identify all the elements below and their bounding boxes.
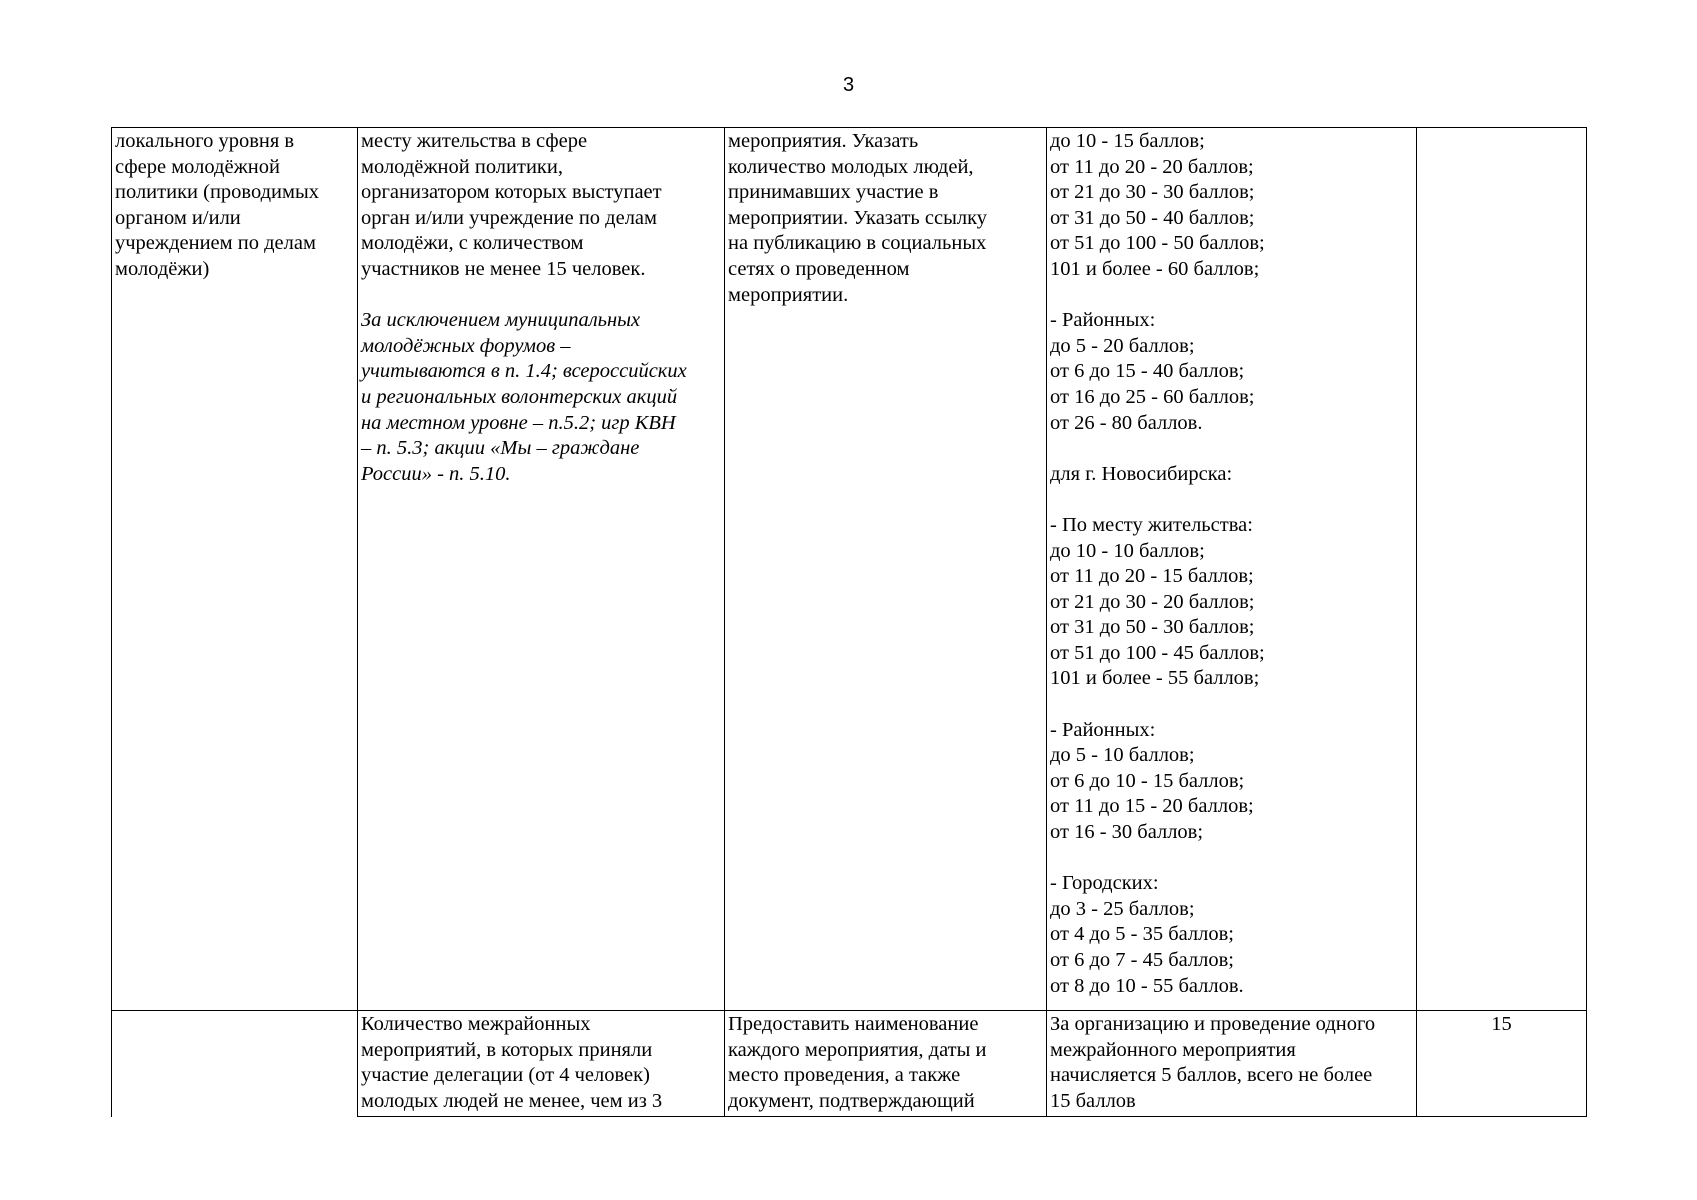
text-line: месту жительства в сфере	[361, 130, 588, 152]
text-line: от 21 до 30 - 20 баллов;	[1050, 590, 1255, 613]
text-line: количество молодых людей,	[728, 155, 974, 178]
indicator-cell	[358, 1011, 725, 1117]
text-line: до 10 - 10 баллов;	[1050, 539, 1205, 562]
max-score: 15	[1491, 1013, 1512, 1035]
text-line: – п. 5.3; акции «Мы – граждане	[361, 437, 640, 460]
max-score-cell	[1417, 1011, 1587, 1117]
requirement-cell	[725, 128, 1047, 1011]
text-line: локального уровня в	[115, 130, 295, 152]
text-line: от 11 до 15 - 20 баллов;	[1050, 795, 1254, 818]
text-line: молодых людей не менее, чем из 3	[361, 1089, 663, 1112]
scoring-text	[1050, 1012, 1413, 1114]
text-line: межрайонного мероприятия	[1050, 1038, 1296, 1061]
text-line: За организацию и проведение одного	[1050, 1013, 1376, 1035]
text-line: мероприятии. Указать ссылку	[728, 206, 988, 229]
scoring-local	[1050, 129, 1413, 283]
text-line: от 6 до 7 - 45 баллов;	[1050, 949, 1234, 971]
text-line: от 51 до 100 - 45 баллов;	[1050, 641, 1265, 664]
category-cell	[112, 128, 358, 1011]
text-line: от 51 до 100 - 50 баллов;	[1050, 232, 1265, 255]
text-line: участие делегации (от 4 человек)	[361, 1064, 650, 1087]
text-line: 101 и более - 60 баллов;	[1050, 257, 1260, 280]
text-line: мероприятий, в которых приняли	[361, 1038, 653, 1061]
page-number: 3	[842, 74, 855, 96]
scoring-district-nsk	[1050, 718, 1413, 846]
indicator-text	[361, 129, 721, 283]
scoring-city-nsk	[1050, 871, 1413, 999]
text-line: для г. Новосибирска:	[1050, 462, 1233, 485]
text-line: 101 и более - 55 баллов;	[1050, 667, 1260, 690]
text-line: от 8 до 10 - 55 баллов.	[1050, 974, 1244, 997]
table-row	[112, 128, 1587, 1011]
text-line: За исключением муниципальных	[361, 309, 641, 332]
text-line: от 31 до 50 - 40 баллов;	[1050, 206, 1255, 229]
text-line: Количество межрайонных	[361, 1013, 591, 1035]
text-line: молодёжной политики,	[361, 155, 563, 178]
indicator-text	[361, 1012, 721, 1114]
text-line: учитываются в п. 1.4; всероссийских	[361, 360, 687, 383]
indicator-note	[361, 308, 721, 487]
text-line: России» - п. 5.10.	[361, 462, 511, 485]
text-line: от 11 до 20 - 20 баллов;	[1050, 155, 1254, 178]
text-line: до 5 - 20 баллов;	[1050, 334, 1195, 357]
text-line: от 16 - 30 баллов;	[1050, 821, 1204, 844]
scoring-cell	[1047, 1011, 1417, 1117]
text-line: от 16 до 25 - 60 баллов;	[1050, 385, 1255, 408]
text-line: сетях о проведенном	[728, 257, 910, 280]
category-text	[115, 129, 354, 283]
text-line: до 3 - 25 баллов;	[1050, 897, 1195, 920]
requirement-text	[728, 1012, 1043, 1114]
requirement-cell	[725, 1011, 1047, 1117]
text-line: мероприятия. Указать	[728, 130, 919, 152]
scoring-residence-nsk	[1050, 513, 1413, 692]
text-line: принимавших участие в	[728, 181, 939, 204]
text-line: организатором которых выступает	[361, 181, 662, 204]
text-line: мероприятии.	[728, 283, 849, 306]
text-line: от 21 до 30 - 30 баллов;	[1050, 181, 1255, 204]
text-line: - По месту жительства:	[1050, 513, 1253, 536]
text-line: - Районных:	[1050, 718, 1156, 741]
text-line: от 31 до 50 - 30 баллов;	[1050, 616, 1255, 639]
text-line: от 26 - 80 баллов.	[1050, 411, 1203, 434]
text-line: сфере молодёжной	[115, 155, 280, 178]
text-line: орган и/или учреждение по делам	[361, 206, 658, 229]
text-line: документ, подтверждающий	[728, 1089, 975, 1112]
criteria-table	[111, 127, 1587, 1117]
text-line: и региональных волонтерских акций	[361, 385, 678, 408]
text-line: до 5 - 10 баллов;	[1050, 744, 1195, 767]
text-line: от 6 до 15 - 40 баллов;	[1050, 360, 1245, 383]
scoring-city-heading	[1050, 462, 1413, 488]
indicator-cell	[358, 128, 725, 1011]
requirement-text	[728, 129, 1043, 308]
text-line: до 10 - 15 баллов;	[1050, 130, 1205, 152]
max-score-cell	[1417, 128, 1587, 1011]
text-line: начисляется 5 баллов, всего не более	[1050, 1064, 1373, 1087]
text-line: место проведения, а также	[728, 1064, 961, 1087]
scoring-district	[1050, 308, 1413, 436]
text-line: на публикацию в социальных	[728, 232, 987, 255]
text-line: органом и/или	[115, 206, 241, 229]
text-line: от 4 до 5 - 35 баллов;	[1050, 923, 1234, 946]
text-line: - Районных:	[1050, 309, 1156, 332]
text-line: каждого мероприятия, даты и	[728, 1038, 987, 1061]
text-line: молодёжи)	[115, 257, 210, 280]
text-line: молодёжи, с количеством	[361, 232, 584, 255]
text-line: учреждением по делам	[115, 232, 316, 255]
text-line: участников не менее 15 человек.	[361, 257, 646, 280]
text-line: Предоставить наименование	[728, 1013, 979, 1035]
text-line: молодёжных форумов –	[361, 334, 571, 357]
text-line: политики (проводимых	[115, 181, 320, 204]
text-line: на местном уровне – п.5.2; игр КВН	[361, 411, 676, 434]
text-line: - Городских:	[1050, 872, 1159, 895]
text-line: от 6 до 10 - 15 баллов;	[1050, 769, 1245, 792]
text-line: 15 баллов	[1050, 1089, 1136, 1112]
table-row	[112, 1011, 1587, 1117]
category-cell-continued	[112, 1011, 358, 1117]
scoring-cell	[1047, 128, 1417, 1011]
text-line: от 11 до 20 - 15 баллов;	[1050, 565, 1254, 588]
